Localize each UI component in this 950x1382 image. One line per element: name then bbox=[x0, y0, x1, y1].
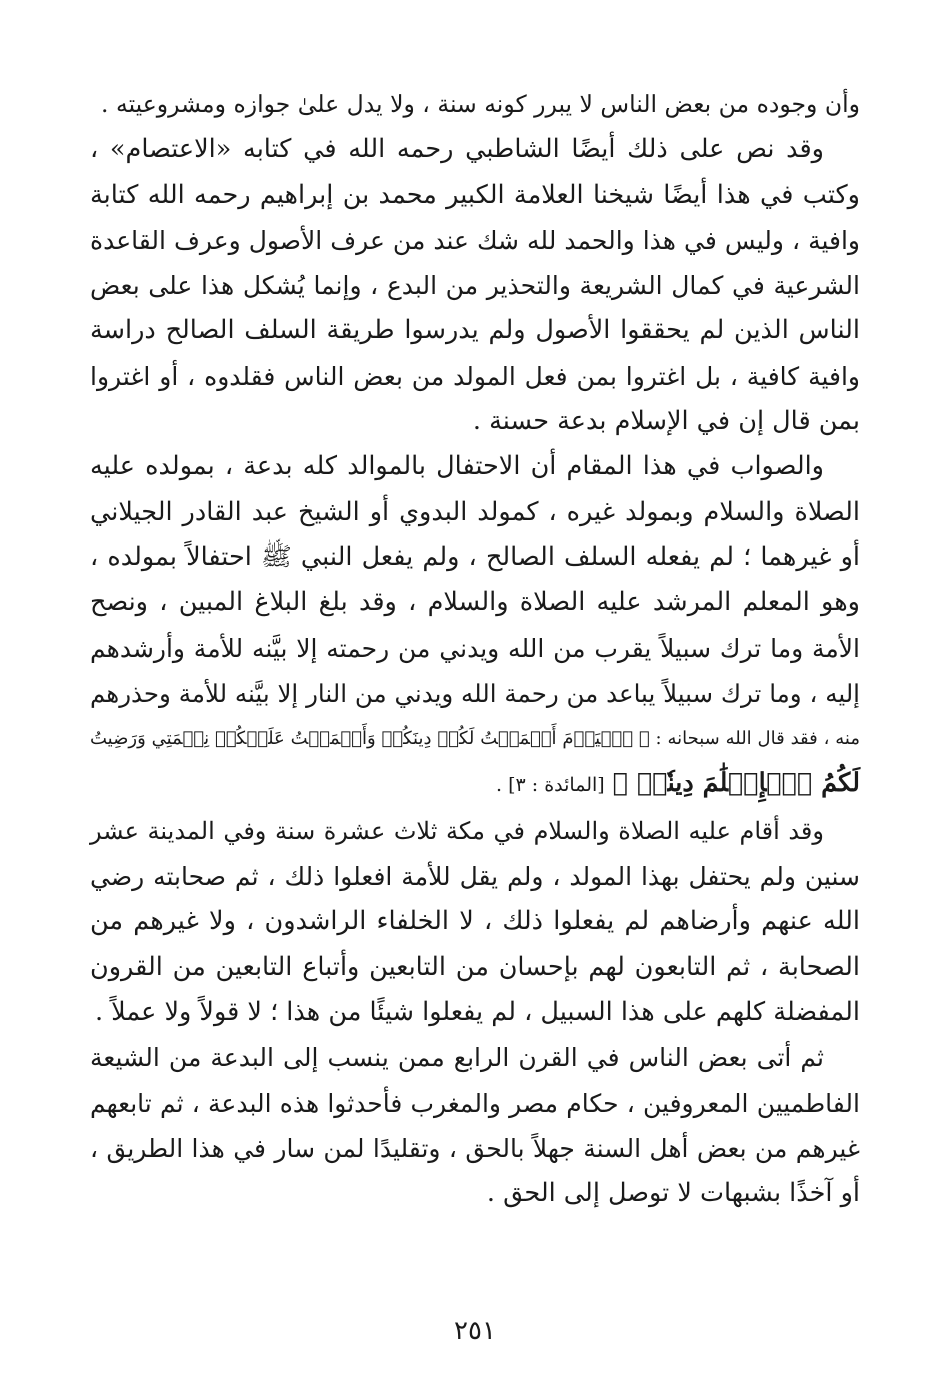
text-line: وقد أقام عليه الصلاة والسلام في مكة ثلاث عشرة سنة وفي المدينة عشر bbox=[90, 816, 824, 845]
paragraph-3 bbox=[90, 444, 860, 808]
text-line: إليه ، وما ترك سبيلاً يباعد من رحمة الله ويدني من النار إلا بيَّنه للأمة وحذرهم bbox=[90, 678, 860, 708]
text-line: ثم أتى بعض الناس في القرن الرابع ممن ينسب إلى البدعة من الشيعة bbox=[90, 1043, 824, 1073]
text-line: سنين ولم يحتفل بهذا المولد ، ولم يقل للأمة افعلوا ذلك ، ثم صحابته رضي bbox=[90, 862, 860, 892]
text-line: الأمة وما ترك سبيلاً يقرب من الله ويدني من رحمته إلا بيَّنه للأمة وأرشدهم bbox=[90, 633, 860, 663]
text-line: وهو المعلم المرشد عليه الصلاة والسلام ، وقد بلغ البلاغ المبين ، ونصح bbox=[90, 587, 860, 618]
page-number: ٢٥١ bbox=[454, 1316, 496, 1346]
text-line: أو آخذًا بشبهات لا توصل إلى الحق . bbox=[486, 1178, 860, 1209]
text-line: وكتب في هذا أيضًا شيخنا العلامة الكبير محمد بن إبراهيم رحمه الله كتابة bbox=[90, 179, 860, 210]
text-line: وافية ، وليس في هذا والحمد لله شك عند من عرف الأصول وعرف القاعدة bbox=[90, 225, 860, 255]
text-line: وأن وجوده من بعض الناس لا يبرر كونه سنة ، ولا يدل علىٰ جوازه ومشروعيته . bbox=[101, 90, 860, 118]
text-line: بمن قال إن في الإسلام بدعة حسنة . bbox=[472, 406, 860, 437]
paragraph-1 bbox=[90, 82, 860, 127]
paragraph-4 bbox=[90, 809, 860, 1035]
text-line: الفاطميين المعروفين ، حكام مصر والمغرب فأحدثوا هذه البدعة ، ثم تابعهم bbox=[90, 1088, 860, 1118]
text-line: والصواب في هذا المقام أن الاحتفال بالموالد كله بدعة ، بمولده عليه bbox=[90, 451, 824, 482]
text-line: الصلاة والسلام وبمولد غيره ، كمولد البدوي أو الشيخ عبد القادر الجيلاني bbox=[90, 496, 860, 527]
text-line: منه ، فقد قال الله سبحانه : ﴿ ٱلۡيَوۡمَ أَكۡمَلۡتُ لَكُمۡ دِينَكُمۡ وَأَتۡمَمۡتُ عَلَيۡكُمۡ نِعۡمَتِي وَرَضِيتُ bbox=[90, 728, 860, 750]
quran-verse: لَكُمُ ٱلۡإِسۡلَٰمَ دِينٗاۚ ﴾ bbox=[612, 768, 860, 799]
text-line: الناس الذين لم يحققوا الأصول ولم يدرسوا طريقة السلف الصالح دراسة bbox=[90, 315, 860, 346]
paragraph-2 bbox=[90, 127, 860, 444]
paragraph-5 bbox=[90, 1035, 860, 1216]
text-line: المفضلة كلهم على هذا السبيل ، لم يفعلوا شيئًا من هذا ؛ لا قولاً ولا عملاً . bbox=[94, 996, 860, 1027]
text-line: غيرهم من بعض أهل السنة جهلاً بالحق ، وتقليدًا لمن سار في هذا الطريق ، bbox=[90, 1133, 860, 1163]
quran-line bbox=[90, 761, 860, 808]
text-line: أو غيرهما ؛ لم يفعله السلف الصالح ، ولم يفعل النبي ﷺ احتفالاً بمولده ، bbox=[90, 541, 860, 572]
text-line: وافية كافية ، بل اغتروا بمن فعل المولد من بعض الناس فقلدوه ، أو اغتروا bbox=[90, 361, 860, 391]
text-line: الشرعية في كمال الشريعة والتحذير من البدع ، وإنما يُشكل هذا على بعض bbox=[90, 271, 860, 301]
text-line: وقد نص على ذلك أيضًا الشاطبي رحمه الله في كتابه «الاعتصام» ، bbox=[90, 134, 824, 165]
text-line: الله عنهم وأرضاهم لم يفعلوا ذلك ، لا الخلفاء الراشدون ، ولا غيرهم من bbox=[90, 906, 860, 937]
verse-reference: [المائدة : ٣] . bbox=[496, 774, 605, 797]
text-line: الصحابة ، ثم التابعون لهم بإحسان من التابعين وأتباع التابعين من القرون bbox=[90, 951, 860, 982]
body-text bbox=[90, 82, 860, 1216]
